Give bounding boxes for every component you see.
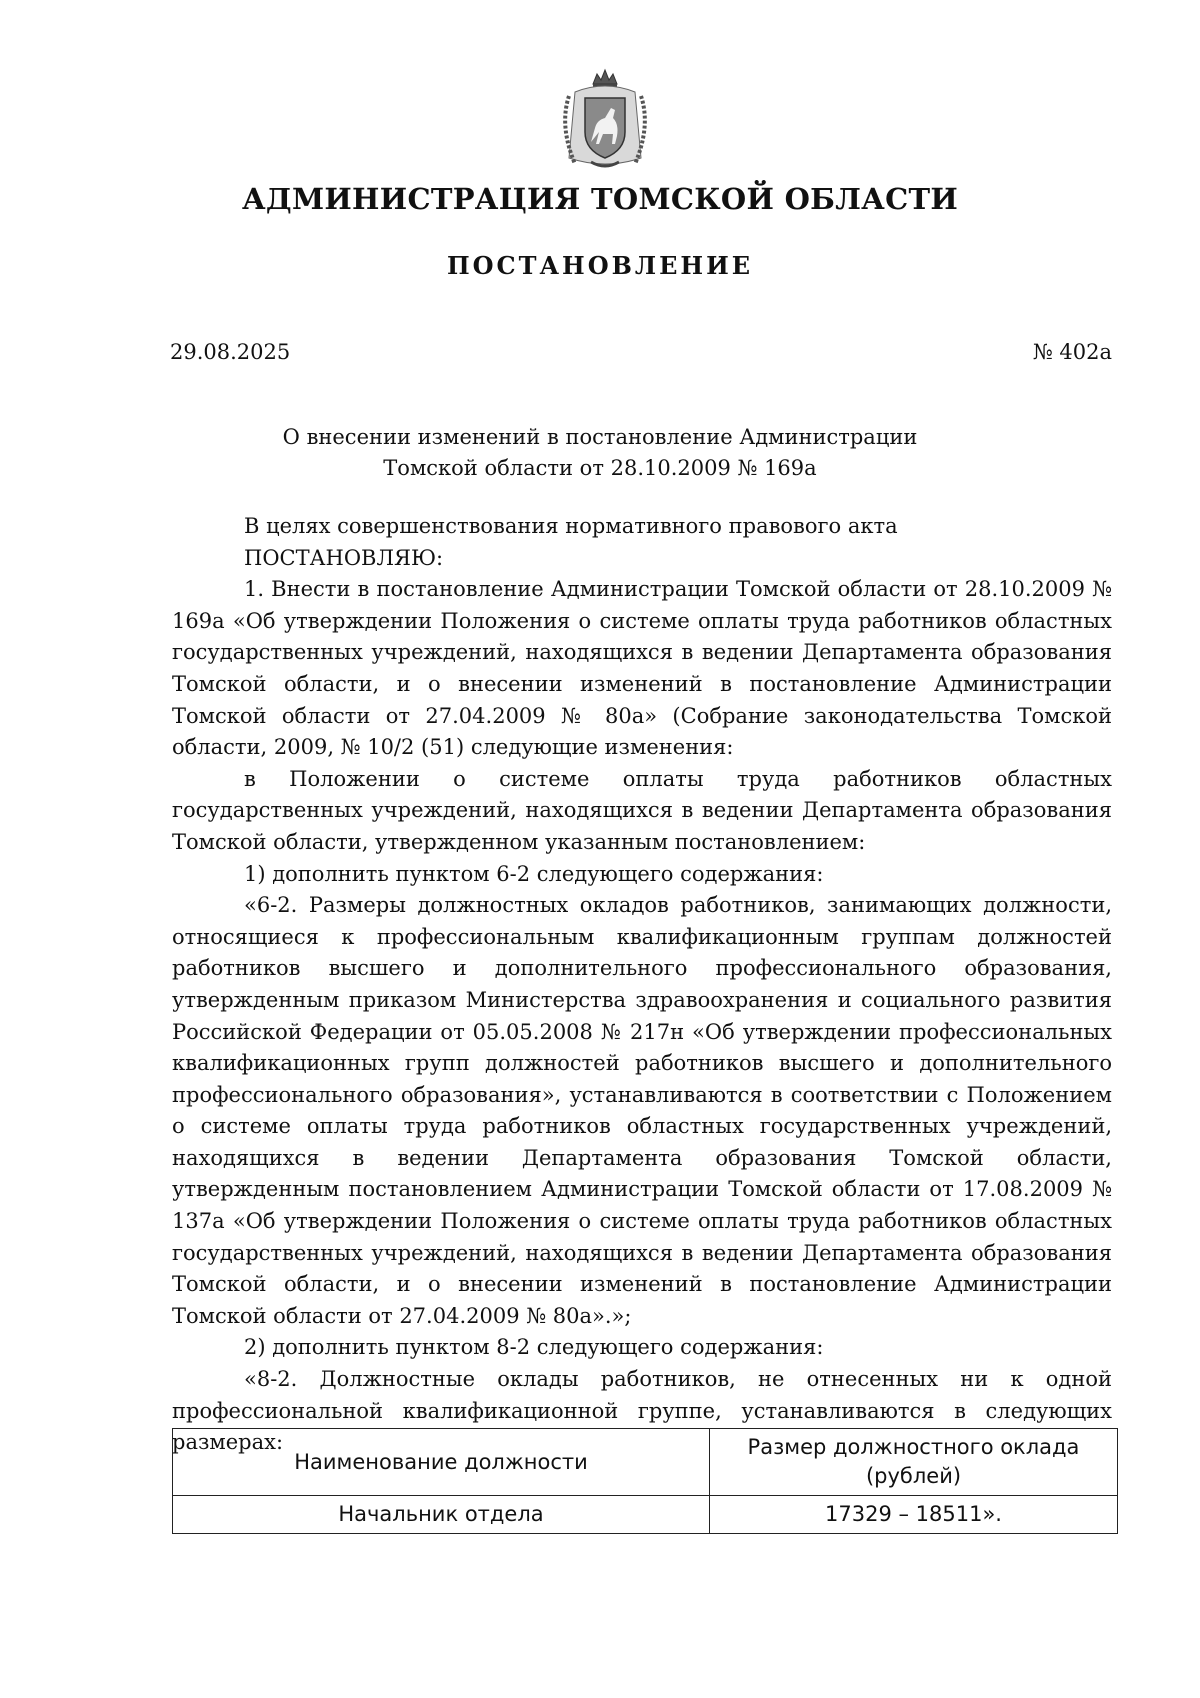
point-8-2-paragraph: «8-2. Должностные оклады работников, не отнесенных ни к одной профессиональной квалификационной группе, устанавливаются в следующих размерах: bbox=[172, 1367, 1112, 1455]
item-1-paragraph: 1. Внести в постановление Администрации Томской области от 28.10.2009 № 169а «Об утверждении Положения о системе оплаты труда работников областных государственных учреждений, находящихся в ведении Департамента образования Томской области, и о внесении изменений в постановление Администрации Томской области от 27.04.2009 № 80а» (Собрание законодательства Томской области, 2009, № 10/2 (51) следующие изменения: bbox=[172, 577, 1112, 760]
table-header-row bbox=[173, 1429, 1118, 1496]
organization-title: АДМИНИСТРАЦИЯ ТОМСКОЙ ОБЛАСТИ bbox=[241, 182, 959, 216]
table-cell-salary: 17329 – 18511». bbox=[710, 1496, 1118, 1534]
subject-line-2: Томской области от 28.10.2009 № 169а bbox=[383, 456, 817, 480]
subitem-2-paragraph: 2) дополнить пунктом 8-2 следующего содержания: bbox=[244, 1335, 824, 1360]
table-header-salary: Размер должностного оклада (рублей) bbox=[710, 1429, 1118, 1496]
subitem-1-paragraph: 1) дополнить пунктом 6-2 следующего содержания: bbox=[244, 861, 824, 886]
document-subject bbox=[250, 422, 950, 484]
decree-word: ПОСТАНОВЛЯЮ: bbox=[244, 545, 444, 570]
purpose-paragraph: В целях совершенствования нормативного правового акта bbox=[244, 514, 898, 538]
point-6-2-paragraph: «6-2. Размеры должностных окладов работников, занимающих должности, относящиеся к профессиональным квалификационным группам должностей работников высшего и дополнительного профессионального образования, утвержденным приказом Министерства здравоохранения и социального развития Российской Федерации от 05.05.2008 № 217н «Об утверждении профессиональных квалификационных групп должностей работников высшего и дополнительного профессионального образования», устанавливаются в соответствии с Положением о системе оплаты труда работников областных государственных учреждений, находящихся в ведении Департамента образования Томской области, утвержденным постановлением Администрации Томской области от 17.08.2009 № 137а «Об утверждении Положения о системе оплаты труда работников областных государственных учреждений, находящихся в ведении Департамента образования Томской области, и о внесении изменений в постановление Администрации Томской области от 27.04.2009 № 80а».»; bbox=[172, 893, 1112, 1328]
regulation-intro-paragraph: в Положении о системе оплаты труда работников областных государственных учреждений, находящихся в ведении Департамента образования Томской области, утвержденном указанным постановлением: bbox=[172, 766, 1112, 854]
salary-table bbox=[172, 1428, 1118, 1534]
document-number: № 402а bbox=[1032, 340, 1112, 364]
table-row bbox=[173, 1496, 1118, 1534]
subject-line-1: О внесении изменений в постановление Администрации bbox=[282, 425, 918, 449]
document-date: 29.08.2025 bbox=[170, 340, 291, 364]
document-body bbox=[172, 511, 1112, 1459]
table-header-position: Наименование должности bbox=[173, 1429, 710, 1496]
document-type: ПОСТАНОВЛЕНИЕ bbox=[446, 251, 754, 280]
table-cell-position: Начальник отдела bbox=[173, 1496, 710, 1534]
coat-of-arms-icon bbox=[555, 66, 655, 176]
